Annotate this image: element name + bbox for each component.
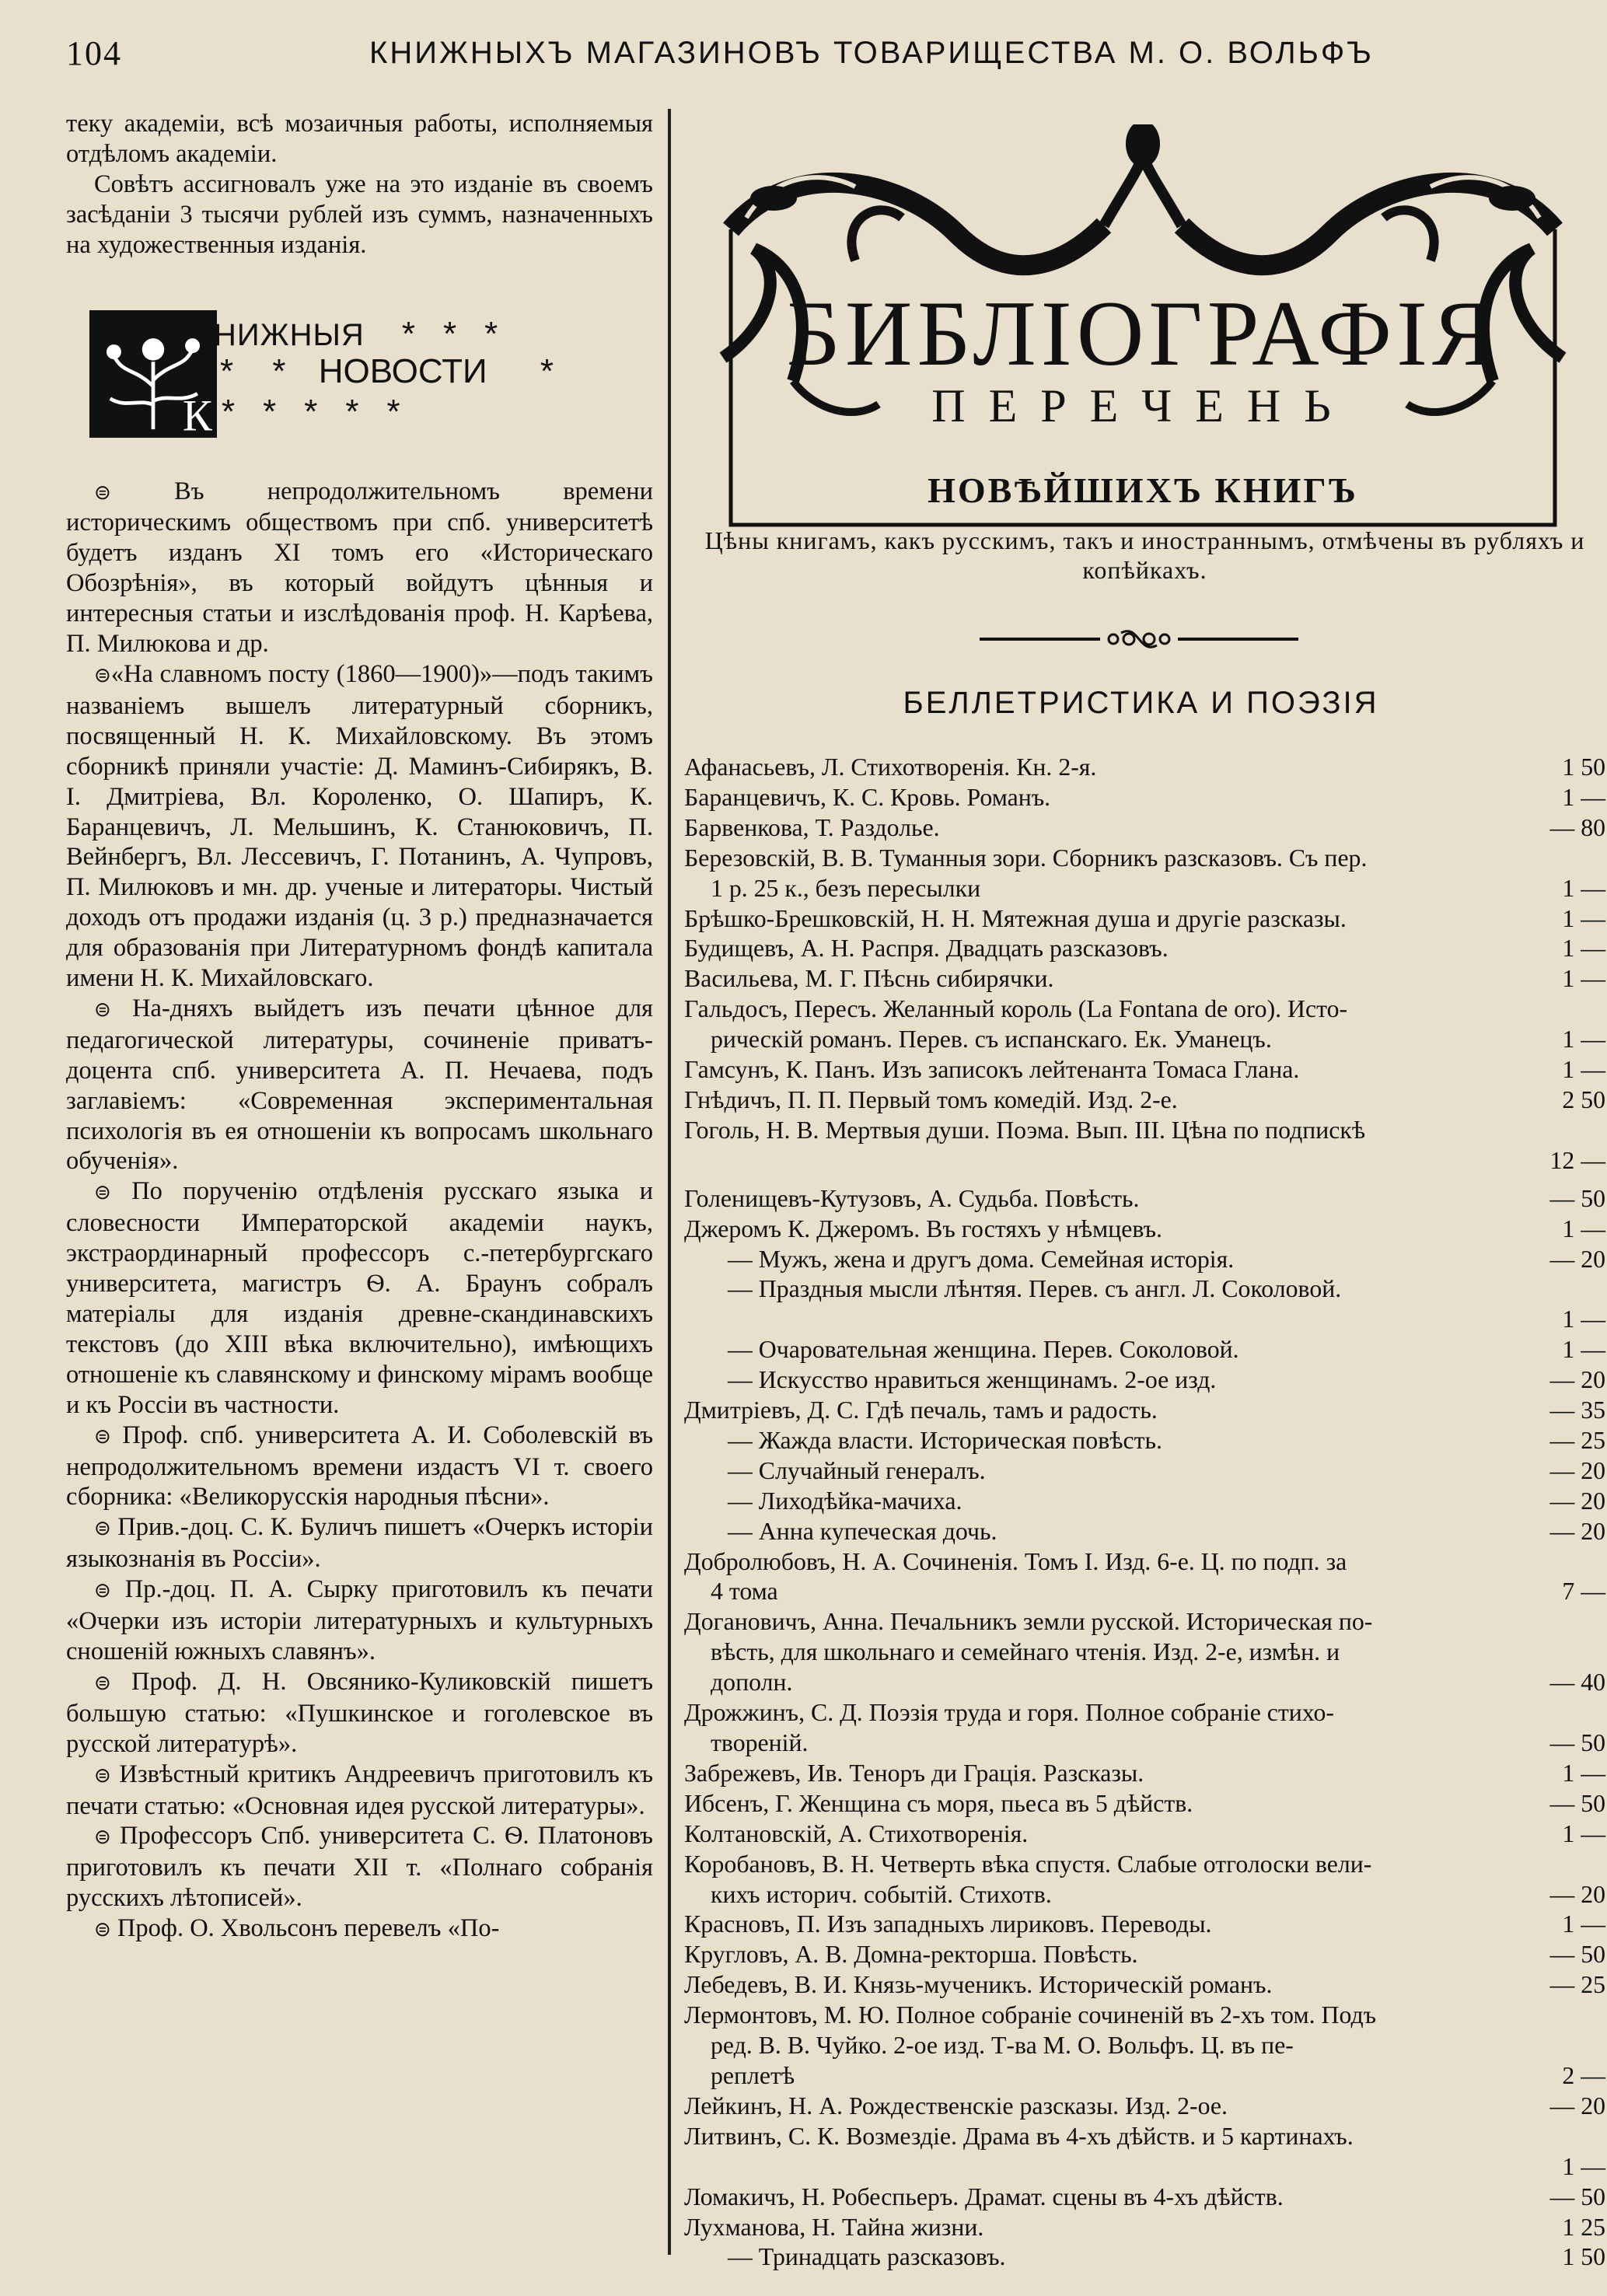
book-entry-price: — 20 [1549,1487,1605,1515]
book-entry-text: Ломакичъ, Н. Робеспьеръ. Драмат. сцены въ 4-хъ дѣйств. [684,2182,1284,2210]
book-entry-text: — Анна купеческая дочь. [728,1517,997,1545]
book-entry-price: 1 25 [1562,2213,1605,2241]
book-entry [684,1698,1605,1728]
news-item: ⊜ Пр.-доц. П. А. Сырку приготовилъ къ печати «Очерки изъ исторiи литературныхъ и культурныхъ сношенiй южныхъ славянъ». [66,1575,654,1665]
banner-title: БИБЛIОГРАФIЯ [786,281,1500,385]
book-entry-text: Литвинъ, С. К. Возмездiе. Драма въ 4-хъ дѣйств. и 5 картинахъ. [684,2122,1354,2150]
book-entry-price [1542,1607,1605,1637]
news-item: ⊜ Прив.-доц. С. К. Буличъ пишетъ «Очеркъ исторiи языкознанiя въ Россiи». [66,1513,653,1574]
news-item: ⊜ Извѣстный критикъ Андреевичъ приготовилъ къ печати статью: «Основная идея русской литературы». [66,1760,653,1820]
book-entry-price: — 25 [1549,1971,1605,1999]
book-entry [684,2242,1605,2273]
book-entry [684,1607,1605,1637]
book-entry-price: 2 — [1562,2061,1605,2089]
book-entry [684,2092,1605,2122]
book-entry-price [1542,2001,1605,2031]
book-entry-price: — 50 [1549,1941,1605,1969]
book-entry-price [1542,1850,1605,1880]
book-entry [684,904,1605,935]
page-number: 104 [66,33,122,72]
book-entry-price [1542,1116,1605,1146]
news-item: ⊜ Профессоръ Спб. университета С. Ѳ. Платоновъ приготовилъ къ печати XII т. «Полнаго собранiя русскихъ лѣтописей». [66,1822,653,1913]
book-entry-price: 1 50 [1562,753,1605,781]
star-ornament: * [220,351,234,390]
news-item: ⊜«На славномъ посту (1860—1900)»—подъ такимъ названiемъ вышелъ литературный сборникъ, посвященный Н. К. Михайловскому. Въ этомъ сборникѣ приняли участiе: Д. Маминъ-Сибирякъ, В. I. Дмитрiева, Вл. Короленко, О. Шапиръ, К. Баранцевичъ, Л. Мельшинъ, К. Станюковичъ, П. Вейнбергъ, Вл. Лессевичъ, Г. Потанинъ, А. Чупровъ, П. Милюковъ и мн. др. ученые и литераторы. Чистый доходъ отъ продажи изданiя (ц. 3 р.) предназначается для образованiя при Литературномъ фондѣ капитала имени Н. К. Михайловскаго. [66,659,653,993]
book-entry-text: Будищевъ, А. Н. Распря. Двадцать разсказовъ. [684,935,1169,963]
book-entry [684,2213,1605,2243]
book-entry-price: 1 — [1562,1759,1605,1787]
book-entry-text: — Очаровательная женщина. Перев. Соколовой. [728,1336,1239,1364]
heading-line-2 [214,351,577,390]
price-note: Цѣны книгамъ, какъ русскимъ, такъ и иностраннымъ, отмѣчены въ рубляхъ и копѣйкахъ. [704,526,1585,584]
book-entry [684,934,1605,964]
book-entry-price: 12 — [1549,1146,1605,1174]
book-entry-price [1542,1637,1605,1668]
book-entry-text: — Искусство нравиться женщинамъ. 2-ое изд. [728,1366,1217,1394]
book-entry-text: творенiй. [711,1729,809,1756]
book-entry-price: — 35 [1549,1396,1605,1424]
book-entry-price: 1 — [1562,965,1605,993]
book-entry [684,1577,1605,1607]
book-entry [684,1970,1605,2001]
book-entry-text: Брѣшко-Брешковскiй, Н. Н. Мятежная душа и другiе разсказы. [684,904,1347,932]
book-entry-text: Афанасьевъ, Л. Стихотворенiя. Кн. 2-я. [684,753,1097,781]
book-entry-text: Лухманова, Н. Тайна жизни. [684,2213,984,2241]
book-entry [684,1184,1605,1214]
book-entry-price [1542,994,1605,1025]
book-entry-text [684,1305,1542,1335]
news-item: ⊜ Въ непродолжительномъ времени историческимъ обществомъ при спб. университетѣ будетъ изданъ XI томъ его «Историческаго Обозрѣнiя», въ который войдутъ цѣнныя и интересныя статьи и изслѣдованiя проф. Н. Карѣева, П. Милюкова и др. [66,477,653,659]
book-list [684,753,1605,2273]
book-entry-price: 1 — [1562,935,1605,963]
book-entry [684,1456,1605,1487]
book-entry [684,1547,1605,1578]
book-entry-text: Баранцевичъ, К. С. Кровь. Романъ. [684,783,1051,811]
book-entry-text: — Мужъ, жена и другъ дома. Семейная исторiя. [728,1245,1235,1273]
book-entry [684,783,1605,813]
book-entry-text: Красновъ, П. Изъ западныхъ лириковъ. Переводы. [684,1910,1212,1938]
book-entry-text: Лебедевъ, В. И. Князь-мученикъ. Историческiй романъ. [684,1971,1273,1999]
book-entry-text: Ибсенъ, Г. Женщина съ моря, пьеса въ 5 дѣйств. [684,1789,1193,1817]
heading-word-knizhnyya: НИЖНЫЯ [214,317,365,352]
book-entry-text: Гоголь, Н. В. Мертвыя души. Поэма. Вып. III. Цѣна по подпискѣ [684,1116,1366,1144]
book-entry [684,1055,1605,1085]
news-item: ⊜ Проф. Д. Н. Овсянико-Куликовскiй пишетъ большую статью: «Пушкинское и гоголевское въ русской литературѣ». [66,1667,653,1758]
book-entry-price: — 40 [1549,1669,1605,1697]
book-entry [684,1245,1605,1275]
book-entry [684,1910,1605,1940]
banner-subtitle-2: НОВѢЙШИХЪ КНИГЪ [928,470,1358,510]
book-entry [684,1789,1605,1819]
book-entry [684,1085,1605,1116]
book-entry-text: ред. В. В. Чуйко. 2-ое изд. Т-ва М. О. Вольфъ. Ц. въ пе- [711,2032,1294,2060]
book-entry-price: 1 — [1562,1819,1605,1847]
book-entry [684,1517,1605,1547]
book-entry [684,1396,1605,1426]
book-entry-price: 1 — [1562,1214,1605,1242]
ornamental-divider-icon [980,624,1298,655]
book-entry-text: — Случайный генералъ. [728,1456,986,1484]
book-entry-text: вѣсть, для школьнаго и семейнаго чтенiя. Изд. 2-е, измѣн. и [711,1638,1340,1666]
book-entry-text: Дрожжинъ, С. Д. Поэзiя труда и горя. Полное собранiе стихо- [684,1699,1334,1727]
book-entry [684,1426,1605,1456]
book-entry [684,874,1605,904]
book-entry [684,1365,1605,1396]
news-heading [66,310,653,442]
news-item: ⊜ На-дняхъ выйдетъ изъ печати цѣнное для педагогической литературы, сочиненiе приватъ-доцента спб. университета А. П. Нечаева, подъ заглавiемъ: «Современная экспериментальная психологiя въ ея отношенiи къ вопросамъ школьнаго обученiя». [66,994,654,1176]
book-entry [684,2001,1605,2031]
floral-initial-icon [92,313,215,435]
book-entry-price: 1 — [1562,904,1605,932]
book-entry [684,2122,1605,2152]
heading-word-novosti: НОВОСТИ [318,351,487,390]
book-entry [684,844,1605,874]
book-entry [684,1880,1605,1910]
banner-subtitle: ПЕРЕЧЕНЬ [931,380,1354,432]
book-entry [684,1850,1605,1880]
book-entry [684,1025,1605,1055]
book-entry-price: — 50 [1549,1789,1605,1817]
book-entry [684,994,1605,1025]
book-entry-text: 1 р. 25 к., безъ пересылки [711,874,981,902]
book-entry [684,1668,1605,1698]
book-entry-text: Дмитрiевъ, Д. С. Гдѣ печаль, тамъ и радость. [684,1396,1158,1424]
book-entry [684,1305,1605,1335]
book-entry-price: 1 — [1562,783,1605,811]
book-entry-text: кихъ историч. событiй. Стихотв. [711,1880,1052,1908]
news-item: ⊜ По порученiю отдѣленiя русскаго языка и словесности Императорской академiи наукъ, экстраординарный профессоръ с.-петербургскаго университета, магистръ Ѳ. А. Браунъ собралъ матерiалы для изданiя древне-скандинавскихъ текстовъ (до XIII вѣка включительно), имѣющихъ отношенiе къ славянскому и финскому мiрамъ вообще и къ Россiи въ частности. [66,1177,653,1419]
book-entry-text: Догановичъ, Анна. Печальникъ земли русской. Историческая по- [684,1608,1373,1636]
book-entry [684,1759,1605,1789]
news-item: ⊜ Проф. спб. университета А. И. Соболевскiй въ непродолжительномъ времени издастъ VI т. своего сборника: «Великорусскiя народныя пѣсни». [66,1421,653,1511]
book-entry-price [1542,1547,1605,1578]
book-entry-price: — 20 [1549,1880,1605,1908]
running-title: КНИЖНЫХЪ МАГАЗИНОВЪ ТОВАРИЩЕСТВА М. О. ВОЛЬФЪ [369,35,1374,70]
book-entry [684,1274,1605,1305]
book-entry [684,1637,1605,1668]
book-entry-price: 7 — [1562,1578,1605,1606]
book-entry-text: — Жажда власти. Историческая повѣсть. [728,1426,1162,1454]
book-entry-price [1542,1274,1605,1305]
star-ornament: * [272,351,286,390]
book-entry-price: — 25 [1549,1426,1605,1454]
book-entry-price: 1 — [1562,1305,1605,1333]
book-entry-text: Джеромъ К. Джеромъ. Въ гостяхъ у нѣмцевъ. [684,1214,1162,1242]
intro-paragraph: Совѣтъ ассигновалъ уже на это изданiе въ своемъ засѣданiи 3 тысячи рублей изъ суммъ, назначенныхъ на художественныя изданiя. [66,169,653,259]
bibliography-banner [700,124,1586,556]
book-entry-text: дополн. [711,1669,793,1697]
intro-paragraph: теку академiи, всѣ мозаичныя работы, исполняемыя отдѣломъ академiи. [66,110,653,168]
section-title: БЕЛЛЕТРИСТИКА И ПОЭЗIЯ [903,686,1379,720]
decorated-initial [89,310,217,438]
book-entry [684,813,1605,844]
book-entry-price [1542,2122,1605,2152]
book-entry [684,2182,1605,2213]
initial-letter: К [182,391,212,435]
book-entry [684,753,1605,783]
book-entry-text: реплетѣ [711,2061,795,2089]
book-entry-price: 1 — [1562,874,1605,902]
star-ornament: ***** [222,392,428,431]
book-entry-text: Коробановъ, В. Н. Четверть вѣка спустя. Слабые отголоски вели- [684,1850,1372,1878]
book-entry [684,964,1605,994]
book-entry-text [684,1146,1542,1176]
book-entry [684,1940,1605,1970]
book-entry-price: 1 — [1562,1056,1605,1084]
column-rule [668,109,671,2255]
book-entry [684,1335,1605,1365]
book-entry [684,1728,1605,1759]
book-entry-text: Гамсунъ, К. Панъ. Изъ записокъ лейтенанта Томаса Глана. [684,1056,1300,1084]
star-ornament: *** [401,314,526,353]
book-entry-text [684,2152,1542,2182]
book-entry-text: — Праздныя мысли лѣнтяя. Перев. съ англ. Л. Соколовой. [728,1275,1342,1303]
book-entry-price: 1 — [1562,1910,1605,1938]
book-entry [684,1214,1605,1245]
book-entry-price: — 50 [1549,1184,1605,1212]
book-entry-text: Добролюбовъ, Н. А. Сочиненiя. Томъ I. Изд. 6-е. Ц. по подп. за [684,1547,1347,1575]
book-entry [684,1146,1605,1176]
star-ornament: * [540,351,554,390]
book-entry-text: Гальдосъ, Пересъ. Желанный король (La Fontana de oro). Исто- [684,995,1348,1023]
heading-line-1 [214,314,526,353]
book-entry [684,2061,1605,2092]
book-entry-text: — Тринадцать разсказовъ. [728,2243,1006,2271]
book-entry-text: — Лиходѣйка-мачиха. [728,1487,962,1515]
book-entry-price: 1 — [1562,2152,1605,2180]
book-entry-price: — 80 [1549,813,1605,841]
book-entry-text: Забрежевъ, Ив. Теноръ ди Грацiя. Разсказы. [684,1759,1144,1787]
book-entry-text: Лермонтовъ, М. Ю. Полное собранiе сочиненiй въ 2-хъ том. Подъ [684,2001,1377,2029]
book-entry [684,1116,1605,1146]
book-entry-text: рическiй романъ. Перев. съ испанскаго. Ек. Уманецъ. [711,1026,1272,1054]
book-entry [684,2152,1605,2182]
book-entry-text: Лейкинъ, Н. А. Рождественскiе разсказы. Изд. 2-ое. [684,2092,1228,2120]
book-entry-price: — 20 [1549,1517,1605,1545]
left-column [66,109,653,1945]
book-entry-text: 4 тома [711,1578,778,1606]
book-entry-text: Колтановскiй, А. Стихотворенiя. [684,1819,1029,1847]
news-item: ⊜ Проф. О. Хвольсонъ перевелъ «По- [94,1914,500,1943]
book-entry-price [1542,1698,1605,1728]
book-entry-price: — 50 [1549,2182,1605,2210]
book-entry-price: — 20 [1549,1456,1605,1484]
book-entry-text: Голенищевъ-Кутузовъ, А. Судьба. Повѣсть. [684,1184,1140,1212]
book-entry-text: Барвенкова, Т. Раздолье. [684,813,940,841]
book-entry-text: Кругловъ, А. В. Домна-ректорша. Повѣсть. [684,1941,1138,1969]
book-entry-text: Гнѣдичъ, П. П. Первый томъ комедiй. Изд. 2-е. [684,1085,1178,1113]
running-head [66,30,1560,76]
book-entry-text: Березовскiй, В. В. Туманныя зори. Сборникъ разсказовъ. Съ пер. [684,844,1368,872]
book-entry [684,1487,1605,1517]
book-entry-price: 1 50 [1562,2243,1605,2271]
book-entry-price: — 20 [1549,1245,1605,1273]
book-entry-price: 1 — [1562,1336,1605,1364]
book-entry-price: — 20 [1549,1366,1605,1394]
book-entry-price [1542,844,1605,874]
book-entry-price: — 20 [1549,2092,1605,2120]
book-entry [684,2031,1605,2061]
book-entry-price: — 50 [1549,1729,1605,1756]
book-entry-price [1542,2031,1605,2061]
book-entry-price: 2 50 [1562,1085,1605,1113]
book-entry [684,1819,1605,1850]
book-entry-price: 1 — [1562,1026,1605,1054]
book-entry-text: Васильева, М. Г. Пѣснь сибирячки. [684,965,1054,993]
